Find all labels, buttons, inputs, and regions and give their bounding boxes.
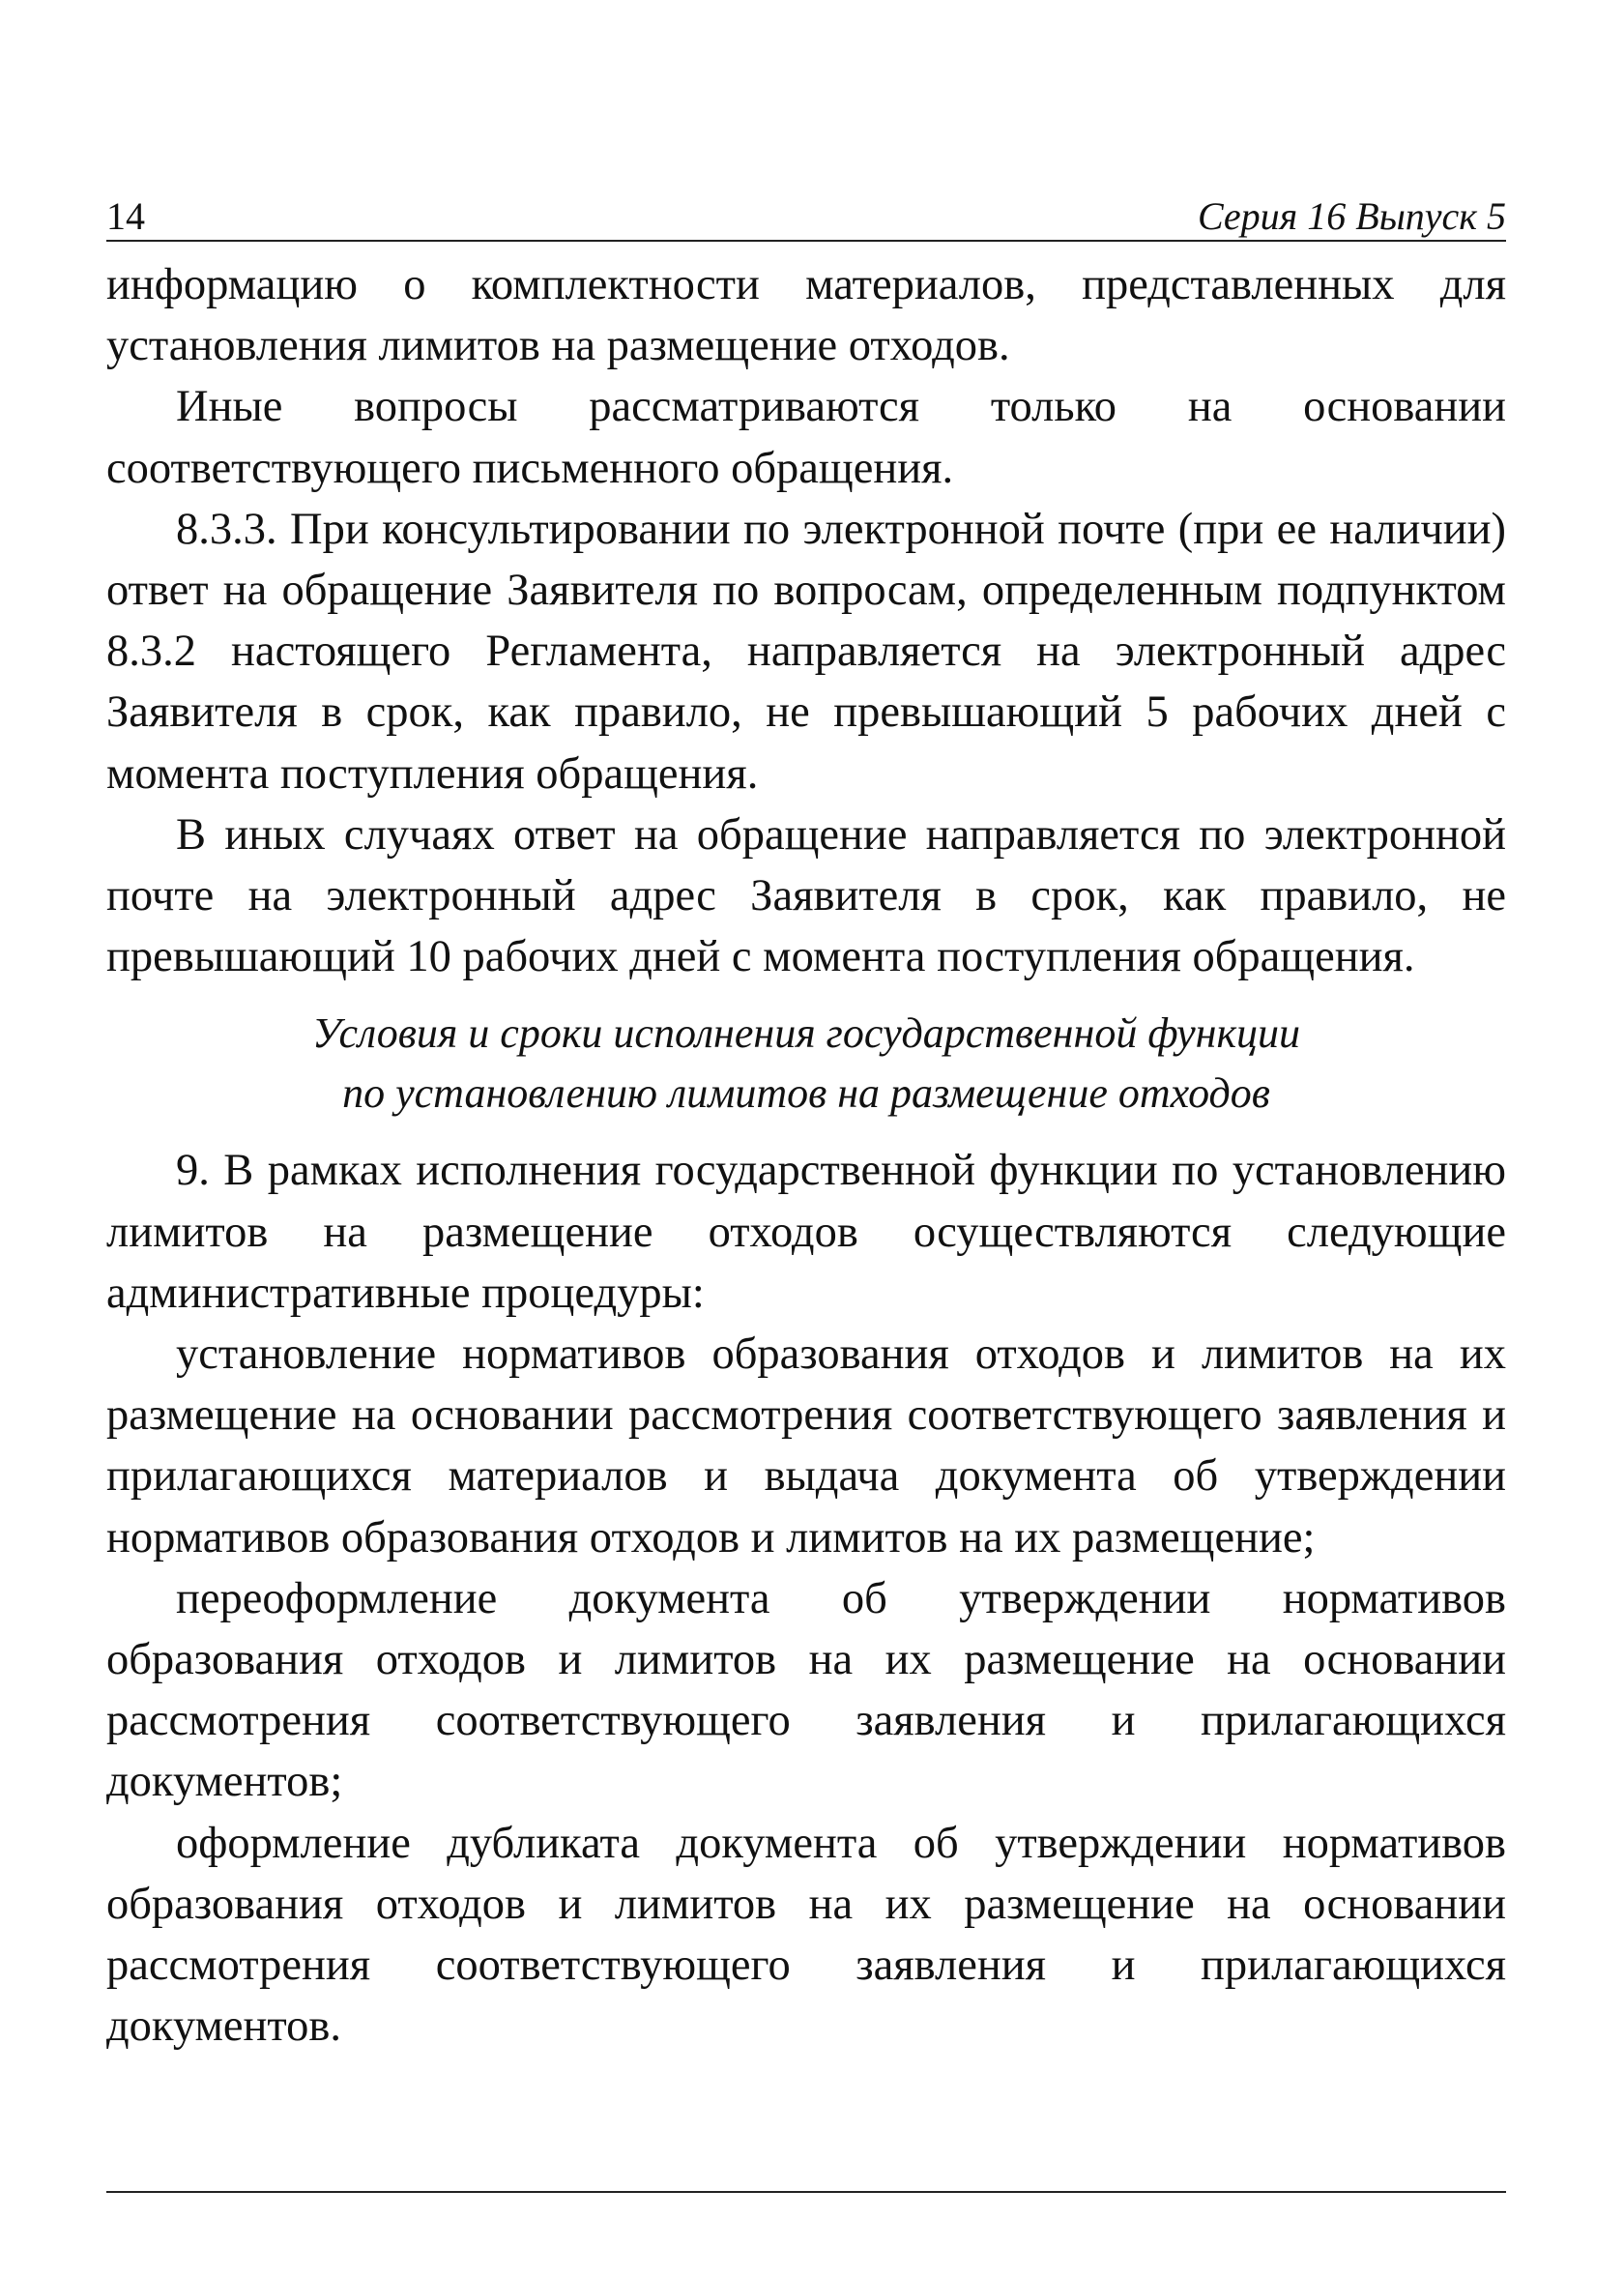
section-heading-line: Условия и сроки исполнения государственной функции [311,1009,1301,1058]
page-number: 14 [106,194,145,238]
footer-divider [106,2191,1506,2193]
list-item: установление нормативов образования отходов и лимитов на их размещение на основании рассмотрения соответствующего заявления и прилагающихся материалов и выдача документа об утверждении нормативов образования отходов и лимитов на их размещение; [106,1329,1506,1562]
paragraph: 8.3.3. При консультировании по электронной почте (при ее наличии) ответ на обращение Заявителя по вопросам, определенным подпунктом 8.3.2 настоящего Регламента, направляется на электронный адрес Заявителя в срок, как правило, не превышающий 5 рабочих дней с момента поступления обращения. [106,504,1506,799]
paragraph: 9. В рамках исполнения государственной функции по установлению лимитов на размещение отходов осуществляются следующие административные процедуры: [106,1146,1506,1318]
page-header [106,190,1506,242]
list-item: оформление дубликата документа об утверждении нормативов образования отходов и лимитов на их размещение на основании рассмотрения соответствующего заявления и прилагающихся документов. [106,1818,1506,2052]
section-heading [106,1004,1506,1124]
running-title: Серия 16 Выпуск 5 [1197,194,1506,238]
page-body [106,254,1506,2057]
paragraph-continuation: информацию о комплектности материалов, представленных для установления лимитов на размещение отходов. [106,260,1506,371]
section-heading-line: по установлению лимитов на размещение отходов [342,1069,1270,1118]
paragraph: Иные вопросы рассматриваются только на основании соответствующего письменного обращения. [106,382,1506,493]
list-item: переоформление документа об утверждении нормативов образования отходов и лимитов на их размещение на основании рассмотрения соответствующего заявления и прилагающихся документов; [106,1573,1506,1807]
paragraph: В иных случаях ответ на обращение направляется по электронной почте на электронный адрес Заявителя в срок, как правило, не превышающий 10 рабочих дней с момента поступления обращения. [106,809,1506,982]
